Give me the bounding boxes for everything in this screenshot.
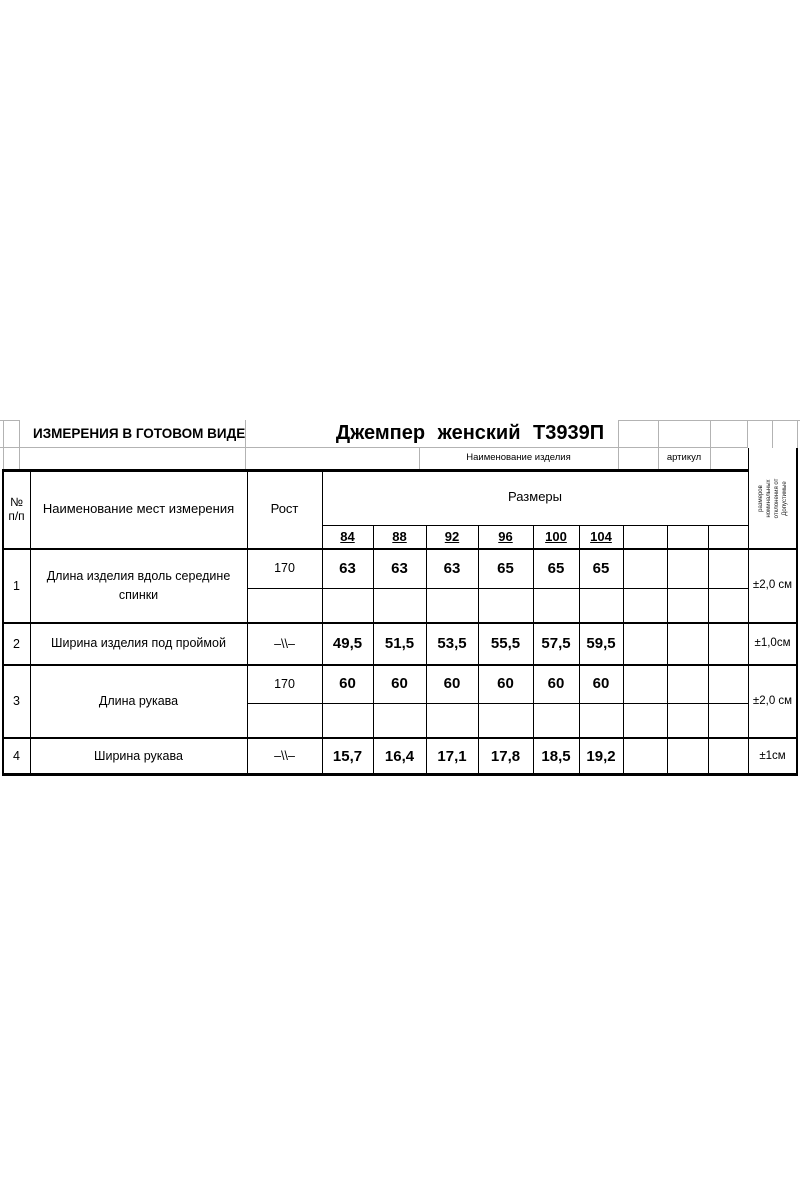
cell-tolerance: ±1см bbox=[759, 749, 786, 762]
table-border bbox=[247, 703, 748, 704]
cell-value: 53,5 bbox=[437, 635, 467, 653]
table-border-thick bbox=[2, 737, 798, 739]
header-tolerance-rotated bbox=[748, 448, 797, 549]
header-num-col bbox=[3, 470, 30, 549]
row-height-value: –\\– bbox=[274, 636, 295, 651]
grid-line bbox=[3, 420, 4, 470]
cell-value: 60 bbox=[339, 675, 356, 693]
table-border bbox=[322, 525, 748, 526]
cell-value: 65 bbox=[547, 559, 565, 577]
cell-value: 60 bbox=[497, 675, 514, 693]
grid-line bbox=[772, 420, 773, 448]
cell-value: 15,7 bbox=[332, 747, 363, 765]
cell-tolerance: ±2,0 см bbox=[752, 579, 793, 592]
header-size-100: 100 bbox=[545, 528, 567, 544]
cell-value: 51,5 bbox=[384, 635, 415, 653]
header-height: Рост bbox=[270, 501, 299, 517]
cell-value: 17,1 bbox=[437, 747, 467, 765]
header-size-104: 104 bbox=[590, 528, 612, 544]
grid-line bbox=[797, 420, 798, 448]
name-line: спинки bbox=[118, 588, 159, 602]
table-border-thick bbox=[2, 664, 798, 666]
cell-value: 60 bbox=[592, 675, 610, 693]
row-num: 1 bbox=[13, 578, 20, 593]
cell-value: 63 bbox=[339, 559, 356, 577]
header-num-line2: п/п bbox=[8, 508, 25, 523]
header-num-line1: № bbox=[10, 494, 23, 509]
cell-value: 60 bbox=[547, 675, 565, 693]
grid-line bbox=[710, 420, 711, 470]
table-border-thick bbox=[796, 448, 798, 775]
header-size-84: 84 bbox=[340, 528, 355, 544]
table-border-thick bbox=[2, 622, 798, 624]
grid-line bbox=[419, 447, 420, 470]
tolerance-header-line: размеров bbox=[757, 485, 764, 512]
header-size-92: 92 bbox=[444, 528, 460, 544]
cell-value: 18,5 bbox=[541, 747, 571, 765]
header-size-96: 96 bbox=[498, 528, 513, 544]
header-measurement-name: Наименование мест измерения bbox=[42, 501, 235, 517]
cell-value: 60 bbox=[443, 675, 461, 693]
table-border bbox=[748, 448, 749, 775]
cell-value: 16,4 bbox=[384, 747, 415, 765]
table-border-thick bbox=[2, 469, 748, 472]
grid-line bbox=[618, 420, 619, 470]
cell-value: 17,8 bbox=[490, 747, 521, 765]
row-measurement-name: Ширина изделия под проймой bbox=[51, 636, 226, 651]
cell-value: 59,5 bbox=[586, 635, 616, 653]
article-label: артикул bbox=[666, 452, 702, 464]
grid-line bbox=[245, 420, 246, 470]
cell-tolerance: ±1,0см bbox=[754, 637, 791, 650]
cell-value: 65 bbox=[497, 559, 514, 577]
cell-value: 19,2 bbox=[586, 747, 616, 765]
header-sizes-group: Размеры bbox=[507, 489, 563, 505]
sheet-title: ИЗМЕРЕНИЯ В ГОТОВОМ ВИДЕ bbox=[33, 426, 246, 442]
cell-value: 49,5 bbox=[332, 635, 363, 653]
cell-value: 63 bbox=[391, 559, 408, 577]
cell-tolerance: ±2,0 см bbox=[752, 694, 793, 707]
cell-value: 60 bbox=[391, 675, 408, 693]
cell-value: 63 bbox=[443, 559, 461, 577]
row-measurement-name: Ширина рукава bbox=[94, 748, 183, 763]
row-height-value: 170 bbox=[274, 561, 295, 576]
cell-value: 57,5 bbox=[541, 635, 571, 653]
tolerance-header-line: номинальных bbox=[765, 479, 772, 518]
row-height-value: –\\– bbox=[274, 749, 295, 764]
row-num: 4 bbox=[13, 749, 20, 764]
cell-value: 55,5 bbox=[490, 635, 521, 653]
table-border bbox=[247, 588, 748, 589]
tolerance-header-line: Допустимые bbox=[781, 481, 788, 516]
grid-line bbox=[658, 420, 659, 470]
row-measurement-name bbox=[30, 549, 247, 623]
grid-line bbox=[0, 447, 748, 448]
header-size-88: 88 bbox=[392, 528, 407, 544]
tolerance-header-line: отклонения от bbox=[773, 478, 780, 519]
product-title: Джемпер женский Т3939П bbox=[335, 421, 605, 444]
row-height-value: 170 bbox=[274, 676, 295, 691]
grid-line bbox=[19, 420, 20, 470]
product-name-label: Наименование изделия bbox=[466, 452, 571, 464]
name-line: Длина изделия вдоль середине bbox=[46, 568, 231, 583]
cell-value: 65 bbox=[592, 559, 610, 577]
row-num: 3 bbox=[13, 694, 20, 709]
table-border-thick bbox=[2, 548, 798, 550]
row-measurement-name: Длина рукава bbox=[98, 693, 179, 708]
row-num: 2 bbox=[13, 636, 20, 651]
table-border-thick bbox=[2, 773, 798, 776]
grid-line bbox=[747, 420, 748, 448]
